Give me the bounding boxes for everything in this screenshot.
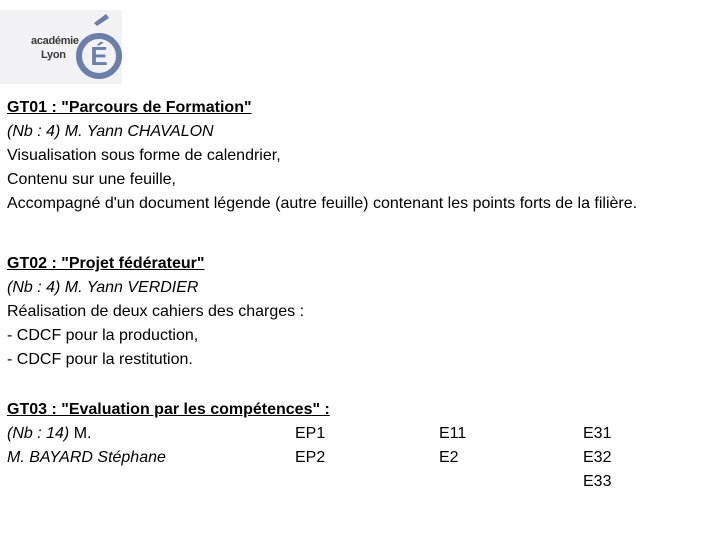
- gt02-title: GT02 : "Projet fédérateur": [7, 255, 205, 272]
- gt03-epreuve: E33: [583, 473, 612, 490]
- gt01-members: (Nb : 4) M. Yann CHAVALON: [7, 123, 214, 140]
- gt03-epreuve: EP1: [295, 425, 326, 442]
- logo-line-2: Lyon: [41, 49, 66, 61]
- gt03-title: GT03 : "Evaluation par les compétences" :: [7, 401, 330, 418]
- gt02-section: [7, 252, 304, 372]
- gt03-epreuve: E2: [439, 449, 459, 466]
- gt02-line: - CDCF pour la restitution.: [7, 351, 193, 368]
- gt03-count: (Nb : 14): [7, 425, 70, 442]
- gt02-members: (Nb : 4) M. Yann VERDIER: [7, 279, 199, 296]
- gt01-line: Accompagné d'un document légende (autre feuille) contenant les points forts de la filière.: [7, 195, 638, 212]
- gt03-members: [7, 422, 91, 446]
- logo-line-1: académie: [31, 35, 79, 47]
- logo-e-emblem: [76, 10, 122, 84]
- academie-lyon-logo: [0, 10, 122, 84]
- gt03-name: M. BAYARD Stéphane: [7, 449, 166, 466]
- gt01-title: GT01 : "Parcours de Formation": [7, 99, 252, 116]
- gt03-epreuve: E11: [439, 425, 467, 442]
- gt03-epreuve: EP2: [295, 449, 326, 466]
- gt02-line: Réalisation de deux cahiers des charges :: [7, 303, 305, 320]
- logo-letter: É: [90, 41, 108, 71]
- gt01-line: Contenu sur une feuille,: [7, 171, 176, 188]
- gt01-section: [7, 96, 697, 216]
- gt03-epreuve: E32: [583, 449, 612, 466]
- gt02-line: - CDCF pour la production,: [7, 327, 199, 344]
- gt03-epreuve: E31: [583, 425, 612, 442]
- gt01-line: Visualisation sous forme de calendrier,: [7, 147, 281, 164]
- gt03-prefix: M.: [69, 425, 92, 442]
